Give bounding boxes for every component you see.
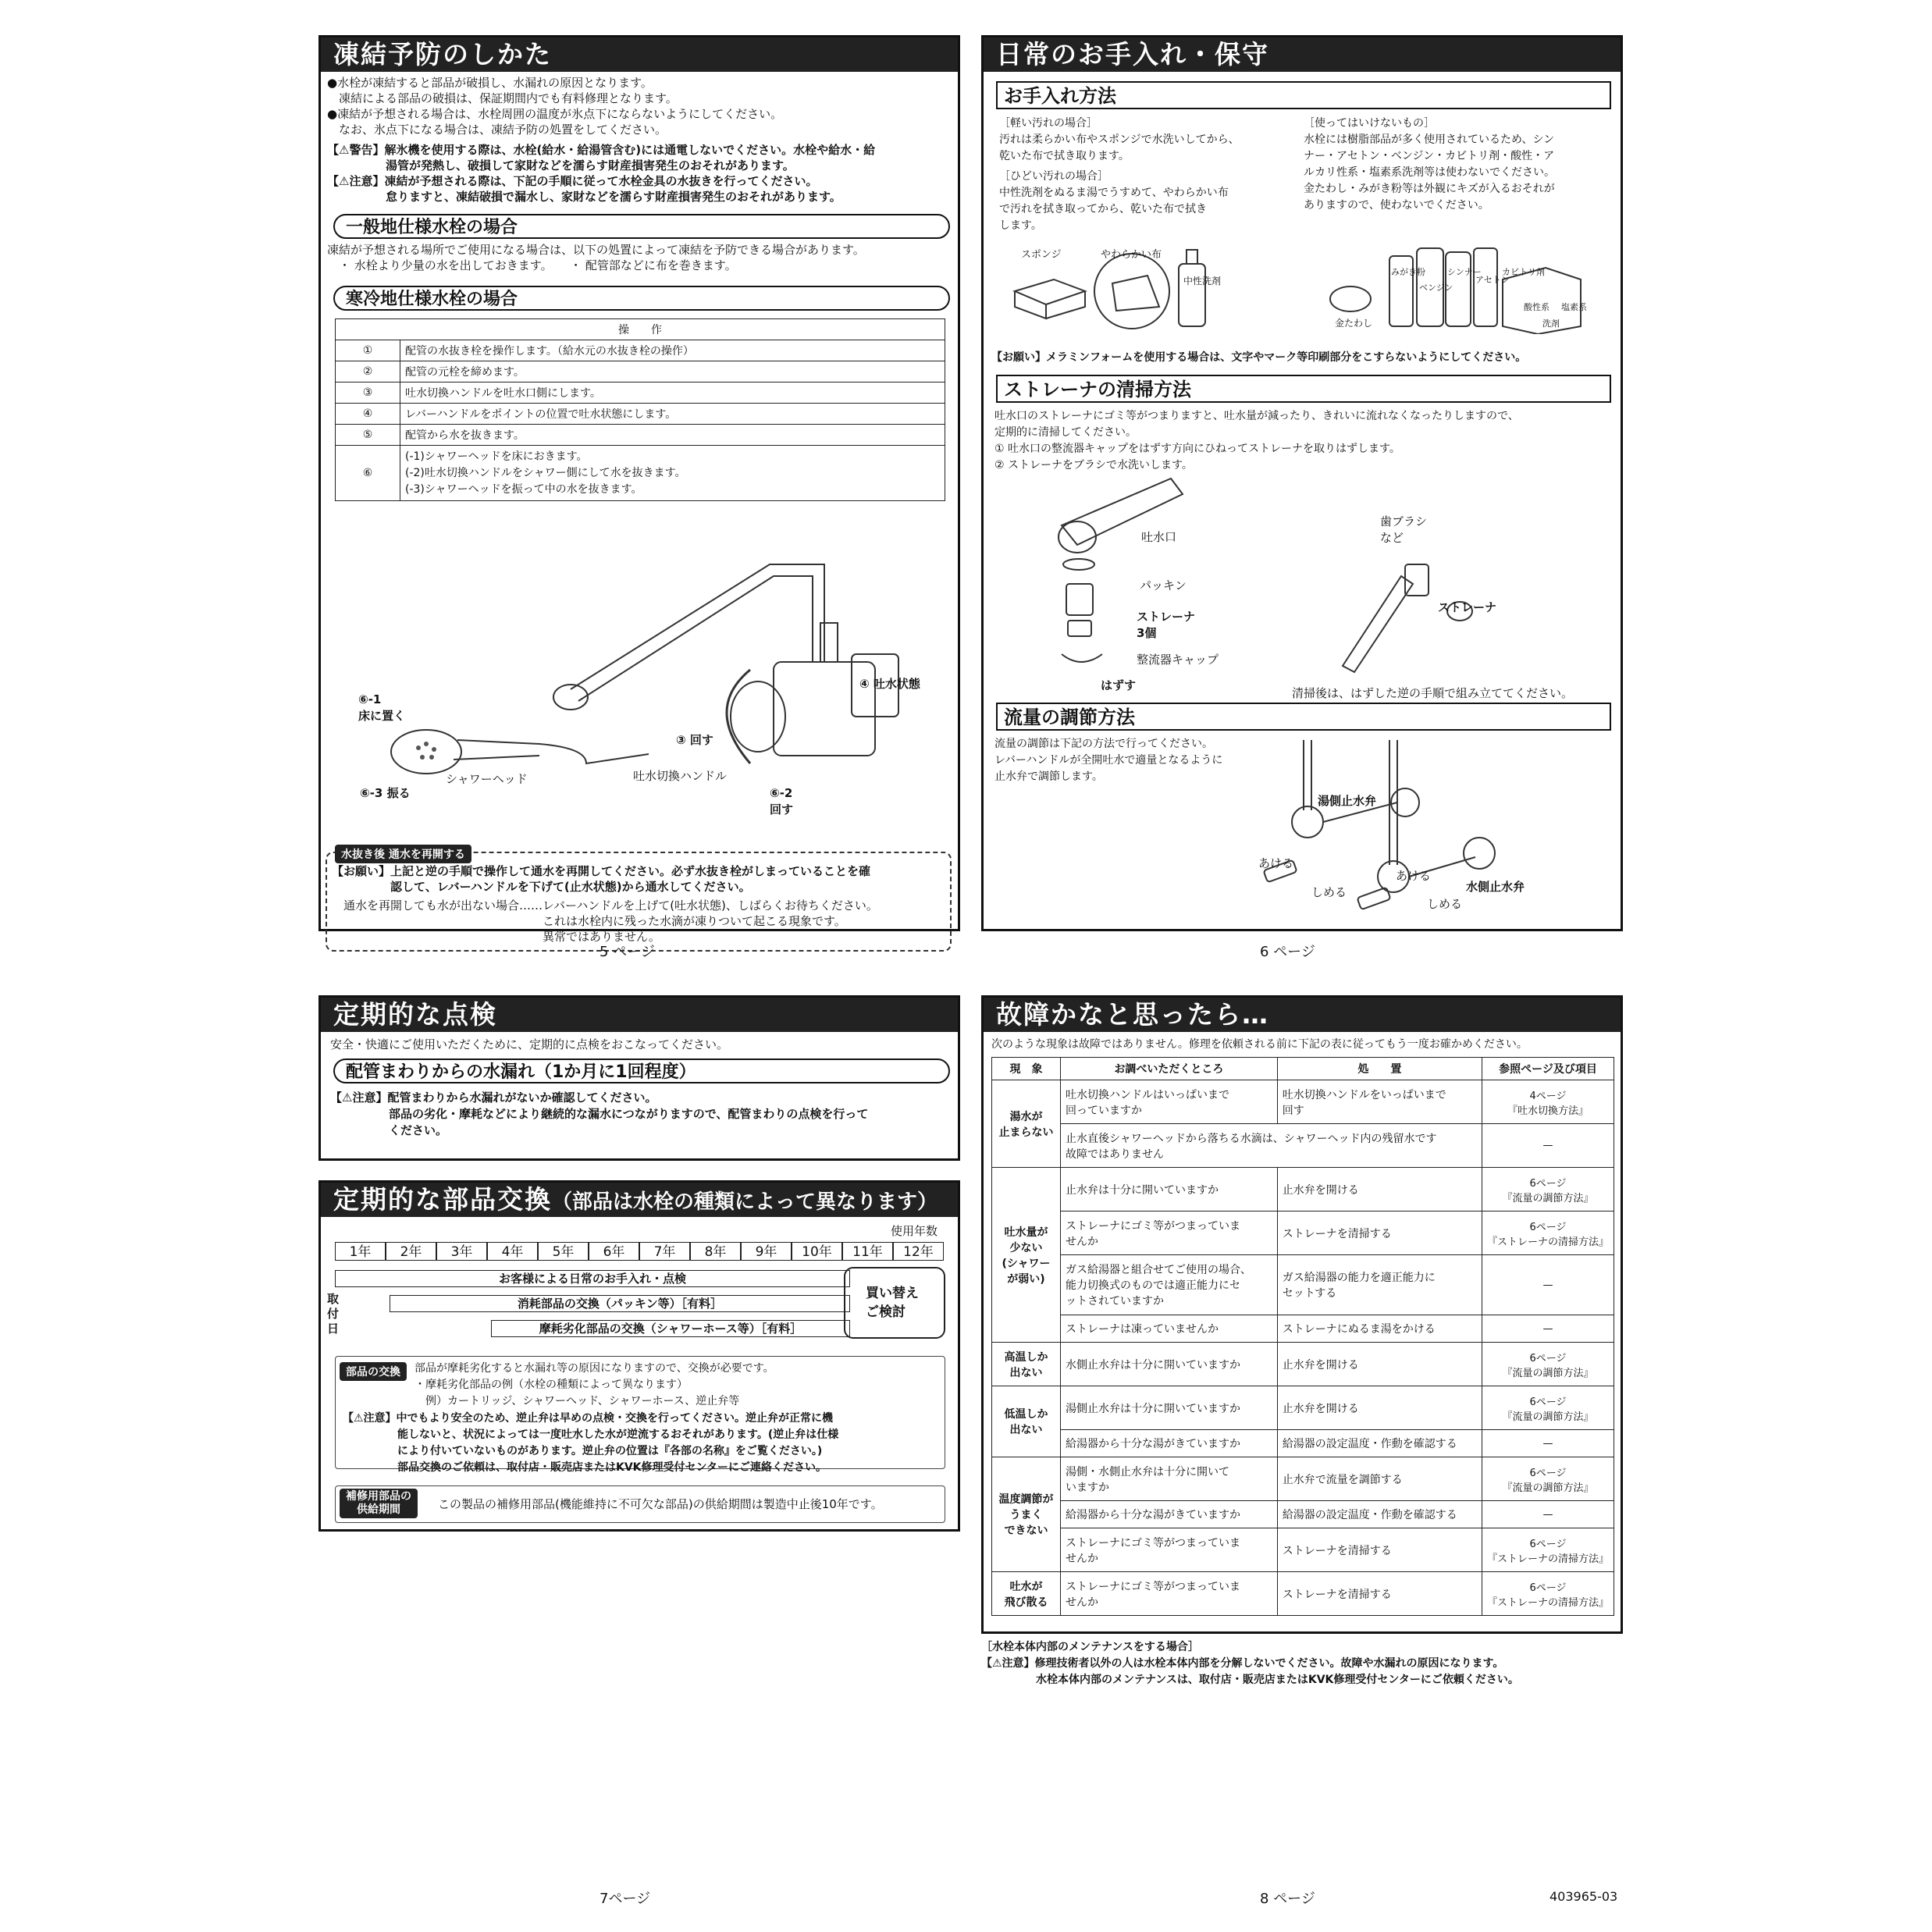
table-row — [992, 1457, 1614, 1501]
troubleshoot-intro: 次のような現象は故障ではありません。修理を依頼される前に下記の表に従ってもう一度お確かめください。 — [991, 1038, 1528, 1051]
tool-mold-remover: カビトリ剤 — [1502, 267, 1545, 277]
valve-open-1: あける — [1258, 856, 1294, 870]
check-cell: ストレーナにゴミ等がつまっていま せんか — [1061, 1212, 1278, 1255]
table-header-cell: お調べいただくところ — [1061, 1058, 1278, 1080]
check-cell: ストレーナにゴミ等がつまっていま せんか — [1061, 1528, 1278, 1572]
flow-text: 流量の調節は下記の方法で行ってください。 レバーハンドルが全開吐水で適量となるように 止水弁で調節します。 — [994, 738, 1223, 783]
symptom-cell: 温度調節が うまく できない — [992, 1457, 1061, 1572]
light-dirt-text: ［軽い汚れの場合］ 汚れは柔らかい布やスポンジで水洗いしてから、 乾いた布で拭き取ります。 — [999, 117, 1240, 162]
table-row — [992, 1528, 1614, 1572]
year-cell: 12年 — [893, 1242, 944, 1261]
valve-close-1: しめる — [1311, 885, 1347, 899]
buy-text: 買い替え ご検討 — [866, 1286, 919, 1320]
general-spec-heading: 一般地仕様水栓の場合 — [333, 214, 950, 239]
table-row — [992, 1168, 1614, 1212]
year-cell: 9年 — [741, 1242, 792, 1261]
cleaning-tools-illustration — [999, 233, 1608, 334]
table-header-cell: 処 置 — [1277, 1058, 1482, 1080]
step-text: 吐水切換ハンドルを吐水口側にします。 — [400, 382, 945, 404]
restart-line-2: 認して、レバーハンドルを下げて(止水状態)から通水してください。 — [332, 880, 751, 894]
table-row — [992, 1572, 1614, 1616]
supply-text: この製品の補修用部品(機能維持に不可欠な部品)の供給期間は製造中止後10年です。 — [438, 1497, 883, 1511]
page-number-5: 5 ページ — [600, 944, 655, 960]
reference-cell: — — [1482, 1315, 1614, 1343]
check-cell: 止水直後シャワーヘッドから落ちる水滴は、シャワーヘッド内の残留水です 故障ではありません — [1061, 1124, 1482, 1168]
replacement-title-sub: （部品は水栓の種類によって異なります） — [552, 1190, 938, 1214]
label-step-4: ④ 吐水状態 — [859, 677, 920, 691]
step-number: ④ — [336, 404, 400, 425]
check-cell: ガス給湯器と組合せてご使用の場合、 能力切換式のものでは適正能力にセ ットされていますか — [1061, 1255, 1278, 1315]
check-cell: ストレーナは凍っていませんか — [1061, 1315, 1278, 1343]
tool-steel-wool: 金たわし — [1335, 318, 1373, 329]
fix-cell: ガス給湯器の能力を適正能力に セットする — [1277, 1255, 1482, 1315]
strainer-label: ストレーナ — [1438, 600, 1497, 614]
check-cell: ストレーナにゴミ等がつまっていま せんか — [1061, 1572, 1278, 1616]
years-label: 使用年数 — [891, 1224, 938, 1238]
table-row — [992, 1315, 1614, 1343]
table-row — [992, 1124, 1614, 1168]
step-text: レバーハンドルをポイントの位置で吐水状態にします。 — [400, 404, 945, 425]
part-spout: 吐水口 — [1141, 530, 1177, 544]
fix-cell: 止水弁を開ける — [1277, 1168, 1482, 1212]
inspection-title: 定期的な点検 — [321, 998, 958, 1032]
replacement-title — [321, 1183, 958, 1217]
valve-open-2: あける — [1396, 869, 1432, 883]
valve-hot: 湯側止水弁 — [1318, 794, 1377, 808]
fix-cell: 止水弁を開ける — [1277, 1343, 1482, 1386]
step-number: ③ — [336, 382, 400, 404]
general-spec-text-1: 凍結が予想される場所でご使用になる場合は、以下の処置によって凍結を予防できる場合があります。 — [327, 243, 865, 257]
bar-consumable: 消耗部品の交換（パッキン等）［有料］ — [390, 1295, 850, 1312]
symptom-cell: 吐水量が 少ない (シャワー が弱い) — [992, 1168, 1061, 1343]
reference-cell: — — [1482, 1255, 1614, 1315]
page-number-8: 8 ページ — [1260, 1891, 1315, 1907]
valve-cold: 水側止水弁 — [1466, 880, 1525, 894]
fix-cell: 止水弁を開ける — [1277, 1386, 1482, 1430]
document-number: 403965-03 — [1550, 1889, 1618, 1904]
troubleshoot-title: 故障かなと思ったら… — [984, 998, 1621, 1032]
reference-cell: 6ページ 『ストレーナの清掃方法』 — [1482, 1528, 1614, 1572]
tool-thinner: シンナー — [1447, 267, 1482, 277]
tool-soft-cloth: やわらかい布 — [1101, 249, 1162, 261]
valve-close-2: しめる — [1427, 897, 1463, 911]
care-heading: お手入れ方法 — [996, 81, 1611, 109]
fix-cell: 給湯器の設定温度・作動を確認する — [1277, 1501, 1482, 1528]
fix-cell: ストレーナを清掃する — [1277, 1572, 1482, 1616]
fix-cell: ストレーナを清掃する — [1277, 1212, 1482, 1255]
restart-tag: 水抜き後 通水を再開する — [335, 845, 471, 863]
reference-cell: 6ページ 『流量の調節方法』 — [1482, 1457, 1614, 1501]
table-row — [992, 1212, 1614, 1255]
reassemble-note: 清掃後は、はずした逆の手順で組み立ててください。 — [1292, 686, 1574, 700]
fix-cell: ストレーナを清掃する — [1277, 1528, 1482, 1572]
symptom-cell: 低温しか 出ない — [992, 1386, 1061, 1457]
reference-cell: 6ページ 『ストレーナの清掃方法』 — [1482, 1212, 1614, 1255]
step-number: ⑥ — [336, 446, 400, 501]
check-cell: 水側止水弁は十分に開いていますか — [1061, 1343, 1278, 1386]
page5-panel — [318, 35, 960, 944]
year-cell: 2年 — [386, 1242, 436, 1261]
tool-benzine: ベンジン — [1419, 283, 1453, 293]
year-cell: 4年 — [487, 1242, 538, 1261]
stop-valve-illustration — [1241, 724, 1616, 920]
page5-title: 凍結予防のしかた — [321, 37, 958, 72]
reference-cell: 6ページ 『流量の調節方法』 — [1482, 1168, 1614, 1212]
troubleshoot-table — [991, 1057, 1614, 1616]
troubleshoot-panel — [981, 995, 1623, 1634]
step-text: 配管から水を抜きます。 — [400, 425, 945, 446]
strainer-heading: ストレーナの清掃方法 — [996, 375, 1611, 403]
table-row — [992, 1343, 1614, 1386]
reference-cell: — — [1482, 1124, 1614, 1168]
forbidden-text: ［使ってはいけないもの］ 水栓には樹脂部品が多く使用されているため、シン ナー・アセトン・ベンジン・カビトリ剤・酸性・ア ルカリ性系・塩素系洗剤等は使わないでください。 金たわし・みがき粉等は外観にキズが入るおそれが ありますので、使わないでください。 — [1304, 117, 1555, 212]
year-cell: 8年 — [690, 1242, 741, 1261]
year-cell: 1年 — [335, 1242, 386, 1261]
year-cell: 10年 — [792, 1242, 842, 1261]
p5-intro-3: ●凍結が予想される場合は、水栓周囲の温度が氷点下にならないようにしてください。 — [327, 107, 783, 121]
step-number: ② — [336, 361, 400, 382]
table-header-cell: 現 象 — [992, 1058, 1061, 1080]
general-spec-text-2: ・ 水栓より少量の水を出しておきます。 ・ 配管部などに布を巻きます。 — [327, 258, 737, 272]
restart-line-4: これは水栓内に残った水滴が凍りついて起こる現象です。 — [332, 914, 846, 928]
label-switch-handle: 吐水切換ハンドル — [633, 769, 728, 783]
p5-intro-2: 凍結による部品の破損は、保証期間内でも有料修理となります。 — [327, 91, 678, 105]
year-cell: 7年 — [639, 1242, 690, 1261]
p5-warn-1: 【⚠警告】解氷機を使用する際は、水栓(給水・給湯管含む)には通電しないでください。水栓や給水・給 — [327, 143, 876, 157]
label-6-1: ⑥-1 床に置く — [358, 692, 406, 723]
table-row — [992, 1501, 1614, 1528]
parts-caution: 【⚠注意】中でもより安全のため、逆止弁は早めの点検・交換を行ってください。逆止弁が正常に機 能しないと、状況によっては一度吐水した水が逆流するおそれがあります。(逆止弁は仕様 により付いていないものがあります。逆止弁の位置は『各部の名称』をご覧ください。) 部品交換のご依頼は、取付店・販売店またはKVK修理受付センターにご連絡ください。 — [343, 1412, 839, 1474]
reference-cell: — — [1482, 1501, 1614, 1528]
fix-cell: 給湯器の設定温度・作動を確認する — [1277, 1430, 1482, 1457]
step-text: (-1)シャワーヘッドを床におきます。 (-2)吐水切換ハンドルをシャワー側にして水を抜きます。 (-3)シャワーヘッドを振って中の水を抜きます。 — [400, 446, 945, 501]
inspection-panel — [318, 995, 960, 1161]
fix-cell: 吐水切換ハンドルをいっぱいまで 回す — [1277, 1080, 1482, 1124]
check-cell: 湯側止水弁は十分に開いていますか — [1061, 1386, 1278, 1430]
tool-chlorine: 塩素系 — [1561, 302, 1587, 312]
reference-cell: 6ページ 『流量の調節方法』 — [1482, 1386, 1614, 1430]
page-number-6: 6 ページ — [1260, 944, 1315, 960]
step-number: ⑤ — [336, 425, 400, 446]
tool-detergent: 洗剤 — [1542, 318, 1560, 329]
table-row — [992, 1386, 1614, 1430]
flow-heading: 流量の調節方法 — [996, 703, 1611, 731]
reference-cell: 6ページ 『流量の調節方法』 — [1482, 1343, 1614, 1386]
replacement-title-main: 定期的な部品交換 — [333, 1184, 552, 1215]
strainer-illustration — [1046, 471, 1592, 705]
table-header-cell: 参照ページ及び項目 — [1482, 1058, 1614, 1080]
check-cell: 給湯器から十分な湯がきていますか — [1061, 1430, 1278, 1457]
strainer-text: 吐水口のストレーナにゴミ等がつまりますと、吐水量が減ったり、きれいに流れなくなったりしますので、 定期的に清掃してください。 ① 吐水口の整流器キャップをはずす方向にひねってストレーナを取りはずします。 ② ストレーナをブラシで水洗いします。 — [994, 410, 1519, 471]
restart-line-5: 異常ではありません。 — [332, 930, 660, 944]
replacement-panel — [318, 1180, 960, 1532]
check-cell: 吐水切換ハンドルはいっぱいまで 回っていますか — [1061, 1080, 1278, 1124]
table-row — [992, 1255, 1614, 1315]
label-step-3: ③ 回す — [676, 733, 713, 747]
page6-title: 日常のお手入れ・保守 — [984, 37, 1621, 72]
table-header: 操 作 — [336, 319, 945, 340]
part-packing: パッキン — [1140, 578, 1187, 592]
check-cell: 給湯器から十分な湯がきていますか — [1061, 1501, 1278, 1528]
symptom-cell: 高温しか 出ない — [992, 1343, 1061, 1386]
leak-text: 【⚠注意】配管まわりから水漏れがないか確認してください。 部品の劣化・摩耗などにより継続的な漏水につながりますので、配管まわりの点検を行って ください。 — [330, 1091, 869, 1137]
leak-heading: 配管まわりからの水漏れ（1か月に1回程度） — [333, 1059, 950, 1083]
label-6-2: ⑥-2 回す — [770, 786, 794, 817]
inspection-text: 安全・快適にご使用いただくために、定期的に点検をおこなってください。 — [330, 1037, 729, 1051]
page6-panel — [981, 35, 1623, 931]
heavy-dirt-text: ［ひどい汚れの場合］ 中性洗剤をぬるま湯でうすめて、やわらかい布 で汚れを拭き取ってから、乾いた布で拭き します。 — [999, 170, 1229, 232]
tool-acidic: 酸性系 — [1524, 302, 1550, 312]
table-row — [992, 1430, 1614, 1457]
label-6-3: ⑥-3 振る — [360, 786, 411, 800]
cold-spec-heading: 寒冷地仕様水栓の場合 — [333, 286, 950, 311]
melamine-note: 【お願い】メラミンフォームを使用する場合は、文字やマーク等印刷部分をこすらないようにしてください。 — [991, 351, 1527, 364]
year-cell: 11年 — [842, 1242, 893, 1261]
p5-intro-1: ●水栓が凍結すると部品が破損し、水漏れの原因となります。 — [327, 76, 653, 90]
p5-intro-4: なお、氷点下になる場合は、凍結予防の処置をしてください。 — [327, 123, 667, 137]
check-cell: 止水弁は十分に開いていますか — [1061, 1168, 1278, 1212]
reference-cell: 4ページ 『吐水切換方法』 — [1482, 1080, 1614, 1124]
bar-daily-care: お客様による日常のお手入れ・点検 — [335, 1270, 850, 1287]
step-text: 配管の元栓を締めます。 — [400, 361, 945, 382]
step-number: ① — [336, 340, 400, 361]
tool-sponge: スポンジ — [1021, 249, 1062, 261]
fix-cell: 止水弁で流量を調節する — [1277, 1457, 1482, 1501]
year-cell: 5年 — [538, 1242, 589, 1261]
parts-text: 部品が摩耗劣化すると水漏れ等の原因になりますので、交換が必要です。 ・摩耗劣化部品の例（水栓の種類によって異なります） 例）カートリッジ、シャワーヘッド、シャワーホース、逆止弁等 — [415, 1362, 774, 1407]
tool-neutral-detergent: 中性洗剤 — [1183, 276, 1222, 286]
fix-cell: ストレーナにぬるま湯をかける — [1277, 1315, 1482, 1343]
year-cell: 3年 — [436, 1242, 487, 1261]
symptom-cell: 湯水が 止まらない — [992, 1080, 1061, 1168]
page-number-7: 7ページ — [600, 1891, 651, 1907]
reference-cell: — — [1482, 1430, 1614, 1457]
faucet-illustration — [336, 506, 945, 834]
bar-wear-parts: 摩耗劣化部品の交換（シャワーホース等）［有料］ — [491, 1320, 850, 1337]
part-remove: はずす — [1101, 678, 1137, 692]
drain-steps-table — [335, 318, 945, 501]
check-cell: 湯側・水側止水弁は十分に開いて いますか — [1061, 1457, 1278, 1501]
supply-tag: 補修用部品の 供給期間 — [340, 1489, 418, 1518]
maintenance-note: ［水栓本体内部のメンテナンスをする場合］ 【⚠注意】修理技術者以外の人は水栓本体内部を分解しないでください。故障や水漏れの原因になります。 水栓本体内部のメンテナンスは、取付店・販売店またはKVK修理受付センターにご依頼ください。 — [981, 1641, 1519, 1686]
p5-warn-3: 【⚠注意】凍結が予想される際は、下記の手順に従って水栓金具の水抜きを行ってください。 — [327, 174, 818, 188]
year-cell: 6年 — [589, 1242, 639, 1261]
reference-cell: 6ページ 『ストレーナの清掃方法』 — [1482, 1572, 1614, 1616]
symptom-cell: 吐水が 飛び散る — [992, 1572, 1061, 1616]
restart-line-1: 【お願い】上記と逆の手順で操作して通水を再開してください。必ず水抜き栓がしまっていることを確 — [332, 864, 871, 878]
p5-warn-2: 湯管が発熱し、破損して家財などを濡らす財産損害発生のおそれがあります。 — [327, 158, 795, 173]
label-shower-head: シャワーヘッド — [446, 772, 528, 786]
brush-label: 歯ブラシ など — [1380, 514, 1428, 545]
tool-polishing-powder: みがき粉 — [1391, 267, 1425, 277]
parts-tag: 部品の交換 — [340, 1362, 407, 1381]
step-text: 配管の水抜き栓を操作します。（給水元の水抜き栓の操作） — [400, 340, 945, 361]
table-row — [992, 1080, 1614, 1124]
tool-acetone: アセトン — [1475, 275, 1510, 285]
restart-line-3: 通水を再開しても水が出ない場合……レバーハンドルを上げて(吐水状態)、しばらくお待ちください。 — [332, 898, 878, 913]
p5-warn-4: 怠りますと、凍結破損で漏水し、家財などを濡らす財産損害発生のおそれがあります。 — [327, 190, 841, 204]
install-date: 取 付 日 — [327, 1292, 340, 1336]
part-cap: 整流器キャップ — [1137, 653, 1219, 667]
part-strainer: ストレーナ 3個 — [1137, 610, 1196, 640]
